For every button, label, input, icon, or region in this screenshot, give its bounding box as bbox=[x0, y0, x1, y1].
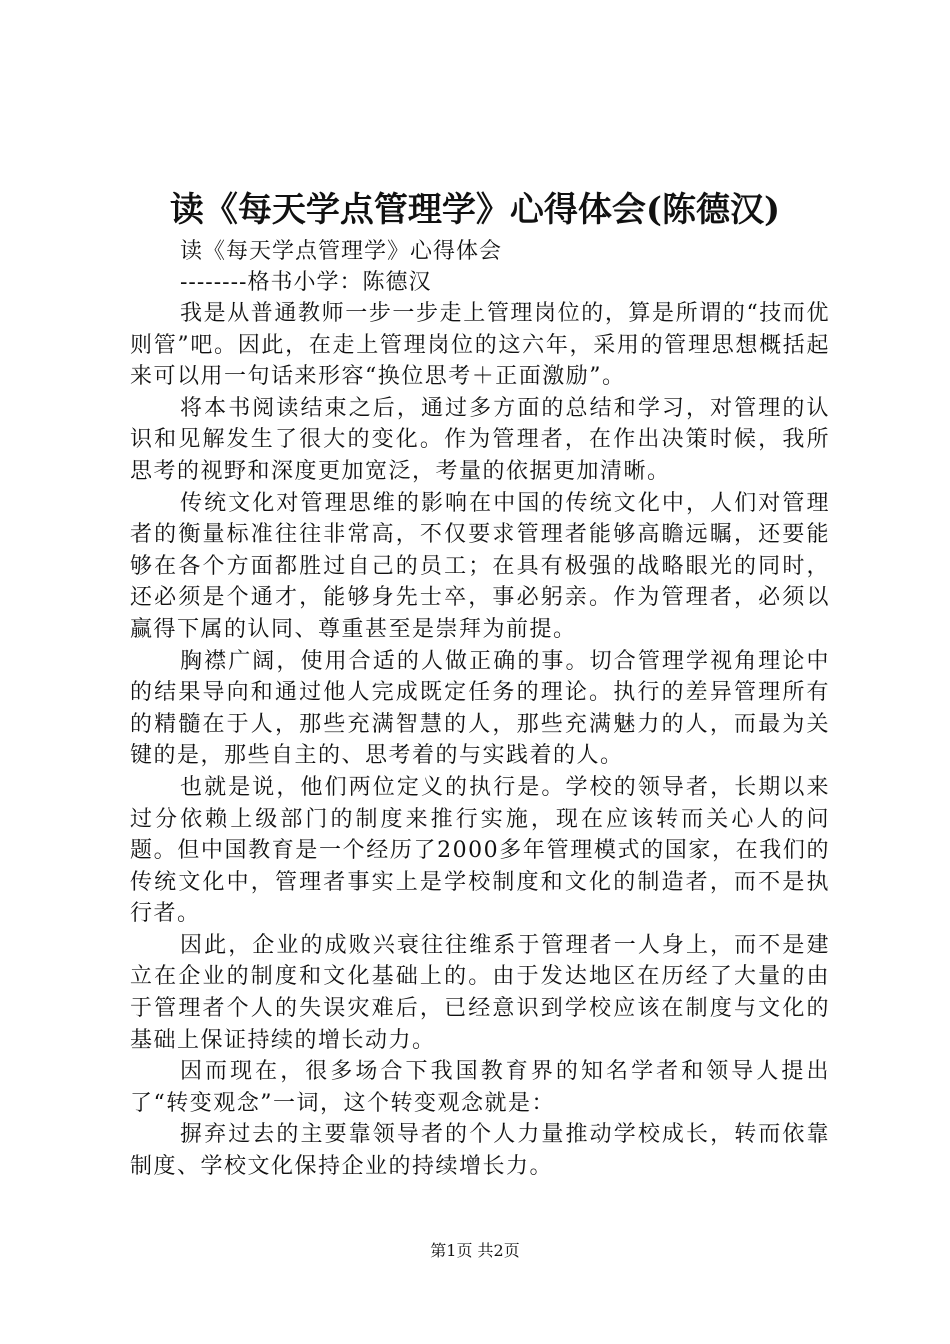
paragraph: 传统文化对管理思维的影响在中国的传统文化中，人们对管理者的衡量标准往往非常高，不仅要求管理者能够高瞻远瞩，还要能够在各个方面都胜过自己的员工；在具有极强的战略眼光的同时，还必须是个通才，能够身先士卒，事必躬亲。作为管理者，必须以赢得下属的认同、尊重甚至是崇拜为前提。 bbox=[130, 490, 830, 642]
page-number-footer: 第1页 共2页 bbox=[430, 1241, 520, 1260]
paragraph: 因而现在，很多场合下我国教育界的知名学者和领导人提出了“转变观念”一词，这个转变观念就是： bbox=[130, 1059, 830, 1116]
paragraph: 因此，企业的成败兴衰往往维系于管理者一人身上，而不是建立在企业的制度和文化基础上的。由于发达地区在历经了大量的由于管理者个人的失误灾难后，已经意识到学校应该在制度与文化的基础上保证持续的增长动力。 bbox=[130, 932, 830, 1053]
document-body bbox=[130, 236, 830, 1183]
document-subtitle: 读《每天学点管理学》心得体会 bbox=[180, 239, 503, 264]
paragraph: 我是从普通教师一步一步走上管理岗位的，算是所谓的“技而优则管”吧。因此，在走上管理岗位的这六年，采用的管理思想概括起来可以用一句话来形容“换位思考＋正面激励”。 bbox=[130, 301, 830, 390]
document-title: 读《每天学点管理学》心得体会(陈德汉) bbox=[169, 190, 781, 230]
author-line: --------格书小学：陈德汉 bbox=[180, 270, 432, 295]
paragraph: 也就是说，他们两位定义的执行是。学校的领导者，长期以来过分依赖上级部门的制度来推行实施，现在应该转而关心人的问题。但中国教育是一个经历了2000多年管理模式的国家，在我们的传统文化中，管理者事实上是学校制度和文化的制造者，而不是执行者。 bbox=[130, 774, 830, 927]
paragraph: 摒弃过去的主要靠领导者的个人力量推动学校成长，转而依靠制度、学校文化保持企业的持续增长力。 bbox=[130, 1122, 830, 1180]
paragraph: 胸襟广阔，使用合适的人做正确的事。切合管理学视角理论中的结果导向和通过他人完成既定任务的理论。执行的差异管理所有的精髓在于人，那些充满智慧的人，那些充满魅力的人，而最为关键的是，那些自主的、思考着的与实践着的人。 bbox=[130, 648, 830, 769]
paragraph: 将本书阅读结束之后，通过多方面的总结和学习，对管理的认识和见解发生了很大的变化。作为管理者，在作出决策时候，我所思考的视野和深度更加宽泛，考量的依据更加清晰。 bbox=[130, 395, 830, 484]
